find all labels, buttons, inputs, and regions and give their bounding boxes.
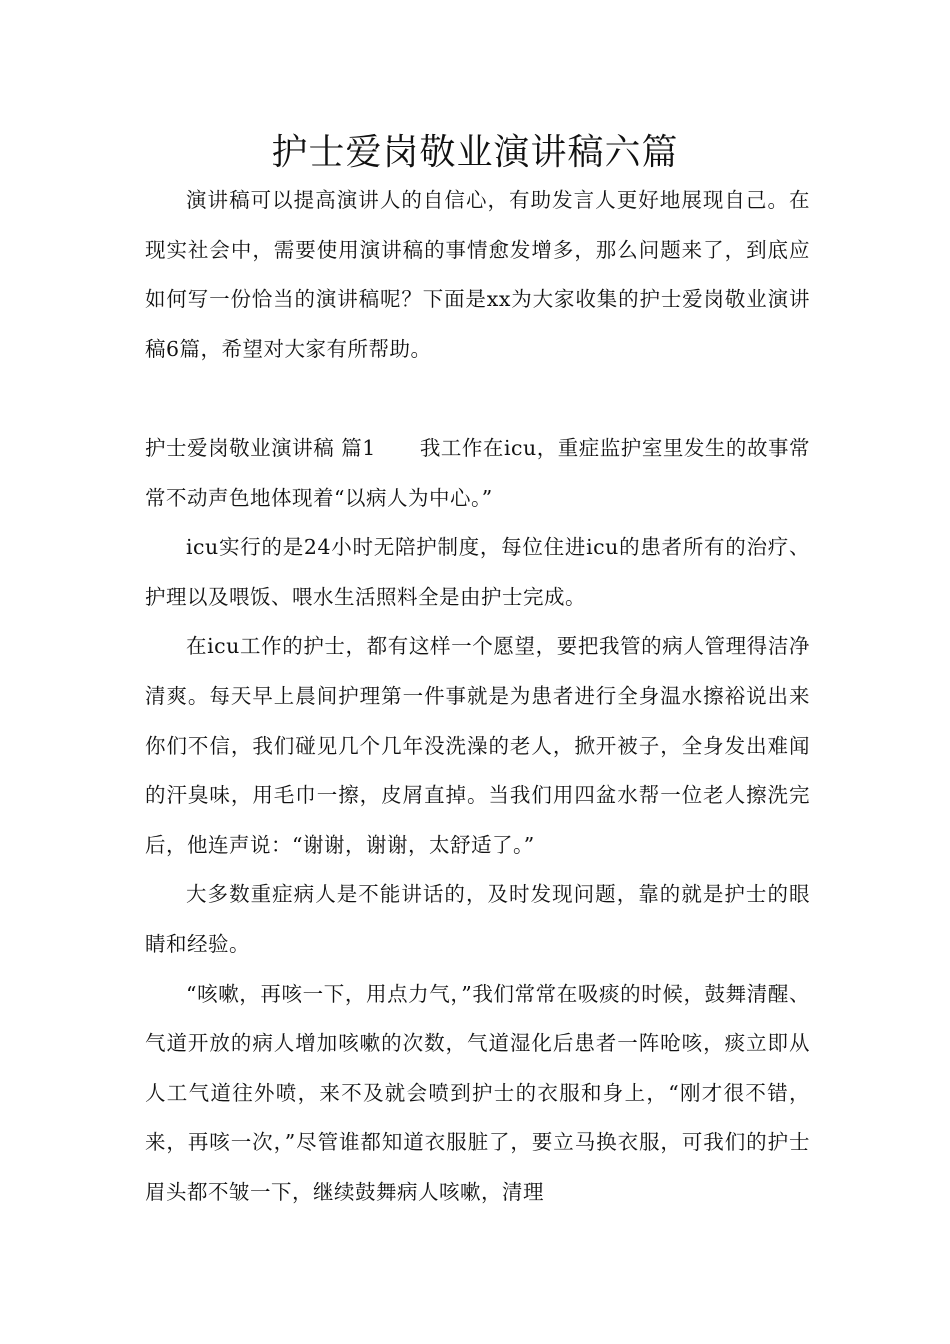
body-paragraph-4: “咳嗽，再咳一下，用点力气，”我们常常在吸痰的时候，鼓舞清醒、气道开放的病人增加咳嗽的次数，气道湿化后患者一阵呛咳，痰立即从人工气道往外喷，来不及就会喷到护士的衣服和身上，“刚才很不错，来，再咳一次，”尽管谁都知道衣服脏了，要立马换衣服，可我们的护士眉头都不皱一下，继续鼓舞病人咳嗽，清理 — [145, 981, 810, 1204]
section-1-paragraph — [145, 424, 810, 523]
body-paragraph-1: icu实行的是24小时无陪护制度，每位住进icu的患者所有的治疗、护理以及喂饭、喂水生活照料全是由护士完成。 — [145, 535, 810, 609]
section-1-heading: 护士爱岗敬业演讲稿 篇1 — [145, 435, 376, 460]
document-body — [145, 176, 810, 1217]
body-paragraph-3: 大多数重症病人是不能讲话的，及时发现问题，靠的就是护士的眼睛和经验。 — [145, 882, 810, 956]
section-1-first-text: 我工作在icu，重症监护室里发生的故事常常不动声色地体现着“以病人为中心。” — [145, 435, 810, 510]
paragraph-gap — [145, 374, 810, 424]
intro-paragraph: 演讲稿可以提高演讲人的自信心，有助发言人更好地展现自己。在现实社会中，需要使用演讲稿的事情愈发增多，那么问题来了，到底应如何写一份恰当的演讲稿呢？下面是xx为大家收集的护士爱岗敬业演讲稿6篇，希望对大家有所帮助。 — [145, 188, 810, 361]
page-title: 护士爱岗敬业演讲稿六篇 — [271, 132, 679, 173]
body-paragraph-2: 在icu工作的护士，都有这样一个愿望，要把我管的病人管理得洁净清爽。每天早上晨间护理第一件事就是为患者进行全身温水擦裕说出来你们不信，我们碰见几个几年没洗澡的老人，掀开被子，全身发出难闻的汗臭味，用毛巾一擦，皮屑直掉。当我们用四盆水帮一位老人擦洗完后，他连声说：“谢谢，谢谢，太舒适了。” — [145, 634, 810, 857]
